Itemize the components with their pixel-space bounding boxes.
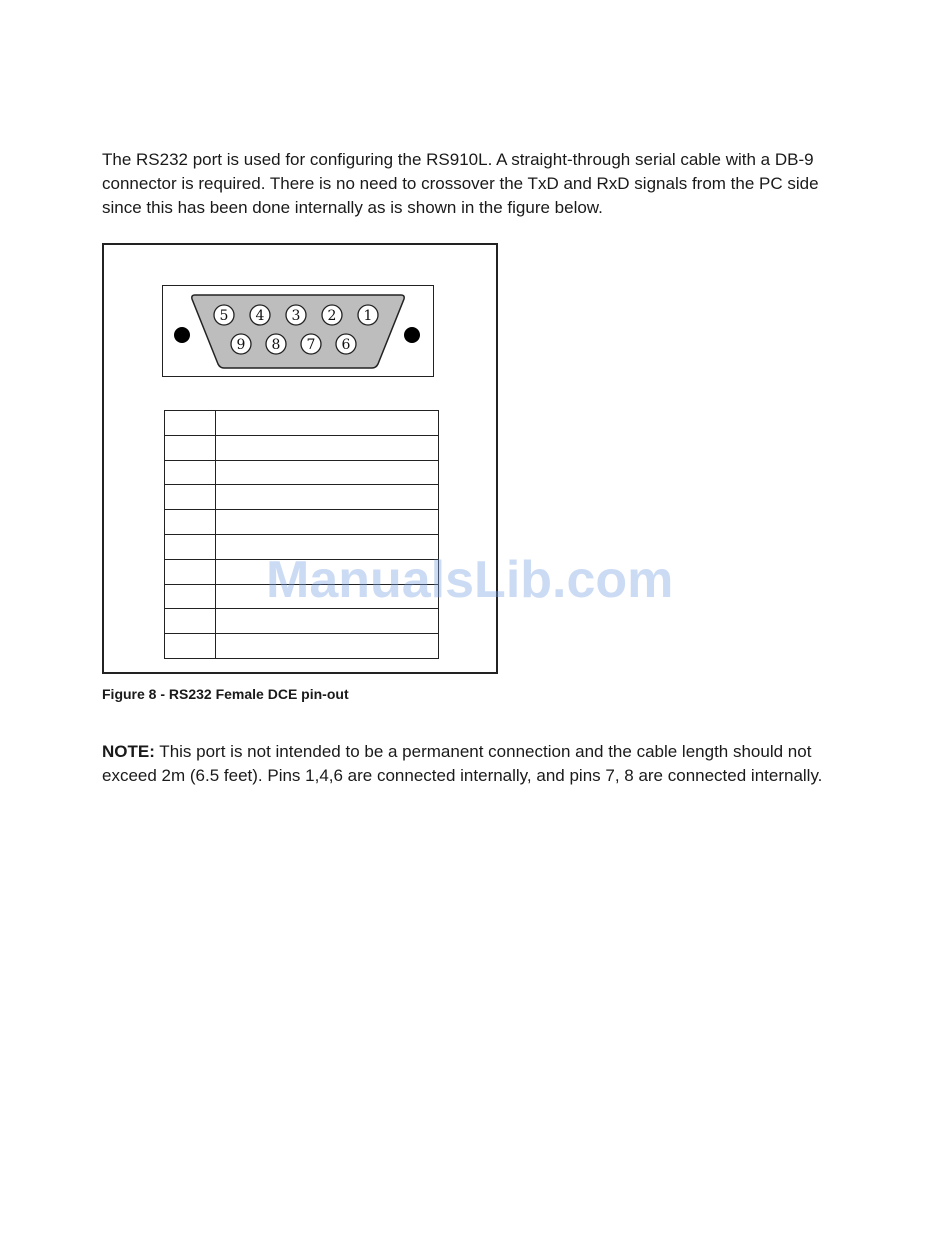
pin-3-label: 3 (291, 308, 301, 324)
table-row (165, 634, 439, 659)
table-row (165, 435, 439, 460)
signal-name-cell (216, 559, 439, 584)
pin-2-label: 2 (327, 308, 337, 324)
signal-name-cell (216, 485, 439, 510)
pin-number-cell (165, 609, 216, 634)
table-row (165, 584, 439, 609)
pin-7-label: 7 (306, 337, 316, 353)
signal-name-cell (216, 411, 439, 436)
table-row (165, 609, 439, 634)
note-label: NOTE: (102, 742, 155, 761)
mounting-hole-right (404, 327, 420, 343)
pinout-figure (102, 243, 498, 674)
pin-number-cell (165, 559, 216, 584)
pin-9-label: 9 (236, 337, 246, 353)
signal-name-cell (216, 435, 439, 460)
db9-connector-diagram (162, 285, 434, 377)
figure-caption: Figure 8 - RS232 Female DCE pin-out (102, 686, 349, 702)
pin-6-label: 6 (341, 337, 351, 353)
pin-1-label: 1 (363, 308, 373, 324)
signal-name-cell (216, 584, 439, 609)
table-row (165, 411, 439, 436)
table-row (165, 510, 439, 535)
table-row (165, 534, 439, 559)
pinout-table (164, 410, 439, 659)
pin-number-cell (165, 534, 216, 559)
pin-5-label: 5 (219, 308, 229, 324)
intro-paragraph: The RS232 port is used for configuring the RS910L. A straight-through serial cable with a DB-9 connector is required. There is no need to crossover the TxD and RxD signals from the PC side since this has been done internally as is shown in the figure below. (102, 150, 819, 217)
mounting-hole-left (174, 327, 190, 343)
pin-number-cell (165, 411, 216, 436)
pin-number-cell (165, 510, 216, 535)
signal-name-cell (216, 460, 439, 485)
signal-name-cell (216, 534, 439, 559)
signal-name-cell (216, 634, 439, 659)
table-row (165, 485, 439, 510)
note-text: This port is not intended to be a permanent connection and the cable length should not exceed 2m (6.5 feet). Pins 1,4,6 are connected internally, and pins 7, 8 are connected internally. (102, 742, 823, 785)
pin-number-cell (165, 584, 216, 609)
table-row (165, 559, 439, 584)
watermark: ManualsLib.com (266, 551, 674, 609)
pin-number-cell (165, 435, 216, 460)
pin-number-cell (165, 634, 216, 659)
note-paragraph (102, 740, 862, 788)
pin-8-label: 8 (271, 337, 281, 353)
signal-name-cell (216, 609, 439, 634)
table-row (165, 460, 439, 485)
db9-connector-svg (163, 286, 433, 376)
signal-name-cell (216, 510, 439, 535)
pin-number-cell (165, 485, 216, 510)
pin-4-label: 4 (255, 308, 265, 324)
pin-number-cell (165, 460, 216, 485)
